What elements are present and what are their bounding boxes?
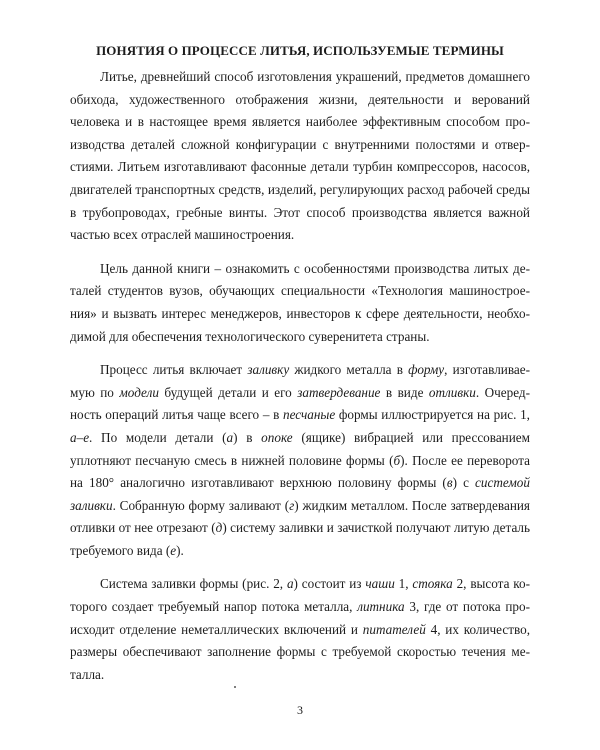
italic-term: заливку [247, 362, 290, 378]
italic-term: системой заливки [70, 475, 530, 513]
page-number: 3 [297, 703, 303, 717]
text-run: жидкого металла в [289, 362, 409, 378]
text-run: Цель данной книги – ознакомить с особенностями производства литых деталей студентов вузов, обучающих специальности «Технология машиностроения» и вызвать интерес менеджеров, инвесторов к сфере деятельности, необходимой для обеспечения технологического суверенитета страны. [70, 260, 530, 344]
italic-term: а [286, 576, 294, 592]
body-text [70, 66, 530, 686]
text-run: 4, их количество, размеры обеспечивают заполнение формы с требуемой скоростью течения металла. [70, 621, 530, 682]
text-run: ) систему заливки и зачисткой получают литую деталь требуемого вида ( [70, 520, 531, 558]
italic-term: г [289, 497, 295, 513]
italic-term: питателей [362, 621, 426, 637]
text-run: 1, [394, 576, 413, 592]
italic-term: литника [357, 599, 405, 615]
scan-speck [234, 686, 236, 688]
text-run: , изготавливаемую по [70, 362, 531, 400]
italic-term: отливки [428, 384, 476, 400]
paragraph-1 [70, 66, 530, 247]
italic-term: чаши [365, 576, 395, 592]
text-run: ) состоит из [293, 576, 366, 592]
section-title: ПОНЯТИЯ О ПРОЦЕССЕ ЛИТЬЯ, ИСПОЛЬЗУЕМЫЕ ТЕРМИНЫ [96, 43, 504, 58]
italic-term: д [215, 520, 223, 536]
italic-term: в [446, 475, 453, 491]
text-run: будущей детали и его [158, 384, 298, 400]
text-run: Литье, древнейший способ изготовления украшений, предметов домашнего обихода, художественного отображения жизни, деятельности и верований человека и в настоящее время является наиболее эффективным способом производства деталей сложной конфигурации с внутренними полостями и отверстиями. Литьем изготавливают фасонные детали турбин компрессоров, насосов, двигателей транспортных средств, изделий, регулирующих расход рабочей среды в трубопроводах, гребные винты. Этот способ производства является важной частью всех отраслей машиностроения. [70, 69, 530, 243]
text-run: ) в [233, 429, 262, 445]
text-run: в виде [380, 384, 429, 400]
italic-term: песчаные [283, 407, 336, 423]
text-run: ). [176, 542, 184, 558]
italic-term: б [393, 452, 401, 468]
paragraph-3 [70, 359, 530, 562]
text-run: ) с [452, 475, 476, 491]
paragraph-2 [70, 258, 530, 348]
text-run: (ящике) вибрацией или прессованием уплотняют песчаную смесь в нижней половине формы ( [70, 429, 530, 468]
italic-term: стояка [412, 576, 453, 592]
text-run: . Очередность операций литья чаще всего – в [70, 384, 530, 423]
italic-term: форму [408, 362, 445, 378]
text-run: ) жидким металлом. После затвердевания отливки от нее отрезают ( [70, 497, 530, 536]
paragraph-4 [70, 573, 530, 686]
text-run: Процесс литья включает [100, 362, 248, 378]
text-run: . Собранную форму заливают ( [112, 497, 290, 513]
italic-term: модели [119, 384, 159, 400]
text-run: 2, высота которого создает требуемый напор потока металла, [70, 576, 531, 615]
text-run: Система заливки формы (рис. 2, [100, 576, 287, 592]
text-run: 3, где от потока происходит отделение неметаллических включений и [70, 599, 530, 637]
text-run: ). После ее переворота на 180° аналогично изготавливают верхнюю половину формы ( [70, 452, 530, 491]
italic-term: а–е [70, 429, 90, 445]
italic-term: затвердевание [297, 384, 381, 400]
italic-term: опоке [261, 429, 293, 445]
italic-term: а [226, 429, 234, 445]
text-run: формы иллюстрируется на рис. 1, [335, 407, 530, 423]
italic-term: е [170, 542, 177, 558]
text-run: . По модели детали ( [89, 429, 227, 445]
